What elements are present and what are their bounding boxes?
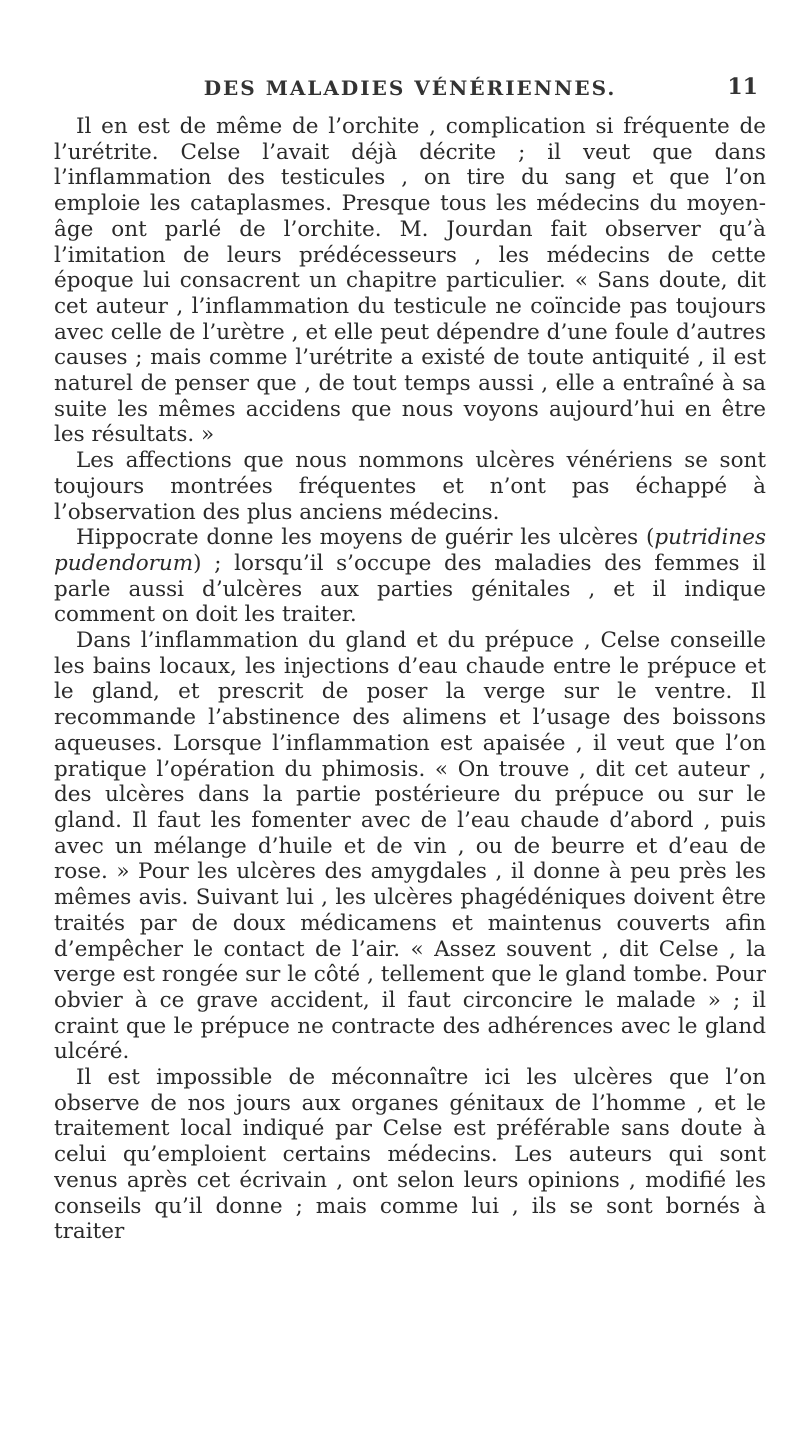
body-text bbox=[54, 114, 766, 1245]
paragraph-ulceres: Les affections que nous nommons ulcères vénériens se sont toujours montrées fréquentes et n’ont pas échappé à l’observation des plus anciens médecins. bbox=[54, 448, 766, 525]
paragraph-hippocrate-end: ) ; lorsqu’il s’occupe des maladies des femmes il parle aussi d’ulcères aux parties génitales , et il indique comment on doit les traiter. bbox=[54, 550, 766, 628]
book-page bbox=[54, 72, 766, 1442]
running-title: DES MALADIES VÉNÉRIENNES. bbox=[203, 76, 617, 100]
paragraph-hippocrate bbox=[54, 525, 766, 628]
paragraph-orchite: Il en est de même de l’orchite , complication si fréquente de l’urétrite. Celse l’avait déjà décrite ; il veut que dans l’inflammation des testicules , on tire du sang et que l’on emploie les cataplasmes. Presque tous les médecins du moyen-âge ont parlé de l’orchite. M. Jourdan fait observer qu’à l’imitation de leurs prédécesseurs , les médecins de cette époque lui consacrent un chapitre particulier. « Sans doute, dit cet auteur , l’inflammation du testicule ne coïncide pas toujours avec celle de l’urètre , et elle peut dépendre d’une foule d’autres causes ; mais comme l’urétrite a existé de toute antiquité , il est naturel de penser que , de tout temps aussi , elle a entraîné à sa suite les mêmes accidens que nous voyons aujourd’hui en être les résultats. » bbox=[54, 114, 766, 448]
page-number: 11 bbox=[727, 74, 758, 100]
paragraph-celse: Dans l’inflammation du gland et du prépuce , Celse conseille les bains locaux, les injections d’eau chaude entre le prépuce et le gland, et prescrit de poser la verge sur le ventre. Il recommande l’abstinence des alimens et l’usage des boissons aqueuses. Lorsque l’inflammation est apaisée , il veut que l’on pratique l’opération du phimosis. « On trouve , dit cet auteur , des ulcères dans la partie postérieure du prépuce ou sur le gland. Il faut les fomenter avec de l’eau chaude d’abord , puis avec un mélange d’huile et de vin , ou de beurre et d’eau de rose. » Pour les ulcères des amygdales , il donne à peu près les mêmes avis. Suivant lui , les ulcères phagédéniques doivent être traités par de doux médicamens et maintenus couverts afin d’empêcher le contact de l’air. « Assez souvent , dit Celse , la verge est rongée sur le côté , tellement que le gland tombe. Pour obvier à ce grave accident, il faut circoncire le malade » ; il craint que le prépuce ne contracte des adhérences avec le gland ulcéré. bbox=[54, 628, 766, 1065]
paragraph-hippocrate-start: Hippocrate donne les moyens de guérir les ulcères ( bbox=[76, 525, 655, 551]
latin-term: putridines pudendorum bbox=[54, 525, 766, 576]
page-header bbox=[54, 72, 766, 108]
paragraph-conclusion: Il est impossible de méconnaître ici les ulcères que l’on observe de nos jours aux organes génitaux de l’homme , et le traitement local indiqué par Celse est préférable sans doute à celui qu’emploient certains médecins. Les auteurs qui sont venus après cet écrivain , ont selon leurs opinions , modifié les conseils qu’il donne ; mais comme lui , ils se sont bornés à traiter bbox=[54, 1065, 766, 1245]
